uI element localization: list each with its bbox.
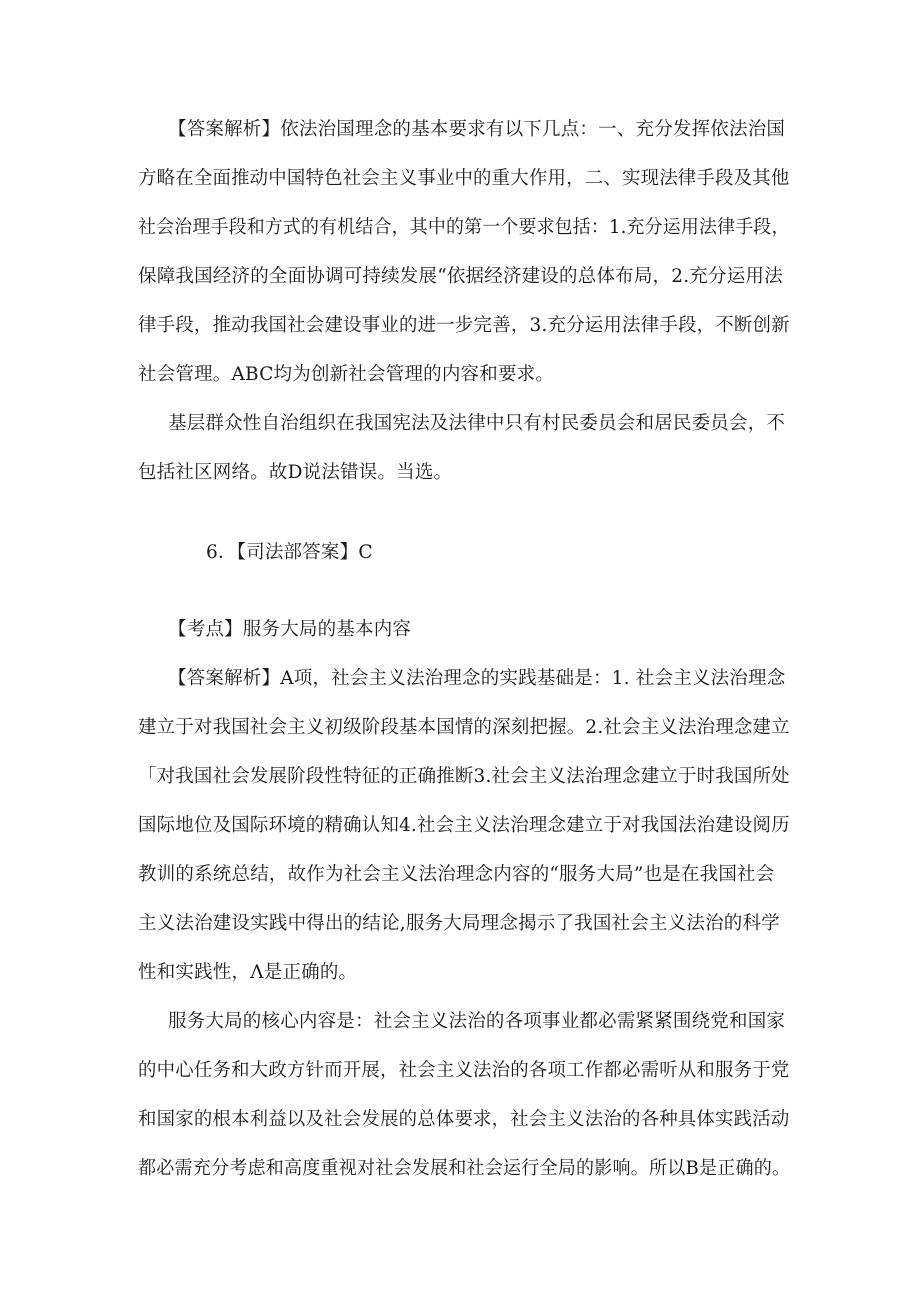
text-line: 【答案解析】依法治国理念的基本要求有以下几点：一、充分发挥依法治国 (168, 119, 786, 140)
text-line: 【答案解析】A项，社会主义法治理念的实践基础是：1. 社会主义法治理念 (168, 668, 786, 689)
text-line: 主义法治建设实践中得出的结论,服务大局理念揭示了我国社会主义法治的科学 (138, 913, 780, 934)
text-line: 国际地位及国际环境的精确认知4.社会主义法治理念建立于对我国法治建设阅历 (138, 815, 790, 836)
text-line: 方略在全面推动中国特色社会主义事业中的重大作用，二、实现法律手段及其他 (138, 168, 790, 189)
text-line: 「对我国社会发展阶段性特征的正确推断3.社会主义法治理念建立于时我国所处 (138, 766, 790, 787)
text-line: 保障我国经济的全面协调可持续发展“依据经济建设的总体布局，2.充分运用法 (138, 266, 783, 287)
text-line: 律手段，推动我国社会建设事业的进一步完善，3.充分运用法律手段，不断创新 (138, 315, 790, 336)
text-line: 都必需充分考虑和高度重视对社会发展和社会运行全局的影响。所以B是正确的。 (138, 1158, 791, 1179)
text-line: 社会管理。ABC均为创新社会管理的内容和要求。 (138, 364, 555, 385)
text-line: 包括社区网络。故D说法错误。当选。 (138, 462, 453, 483)
text-line: 社会治理手段和方式的有机结合，其中的第一个要求包括：1.充分运用法律手段， (138, 217, 790, 238)
text-line: 和国家的根本利益以及社会发展的总体要求，社会主义法治的各种具体实践活动 (138, 1109, 790, 1130)
text-line: 教训的系统总结，故作为社会主义法治理念内容的“服务大局”也是在我国社会 (138, 864, 775, 885)
text-line: 性和实践性，Λ是正确的。 (138, 962, 358, 983)
text-line: 建立于对我国社会主义初级阶段基本国情的深刻把握。2.社会主义法治理念建立 (138, 717, 790, 738)
key-point: 【考点】服务大局的基本内容 (168, 619, 412, 640)
text-line: 基层群众性自治组织在我国宪法及法律中只有村民委员会和居民委员会，不 (168, 413, 786, 434)
question-heading: 6．【司法部答案】C (206, 542, 373, 563)
text-line: 的中心任务和大政方针而开展，社会主义法治的各项工作都必需听从和服务于党 (138, 1060, 790, 1081)
text-line: 服务大局的核心内容是：社会主义法治的各项事业都必需紧紧围绕党和国家 (168, 1011, 786, 1032)
